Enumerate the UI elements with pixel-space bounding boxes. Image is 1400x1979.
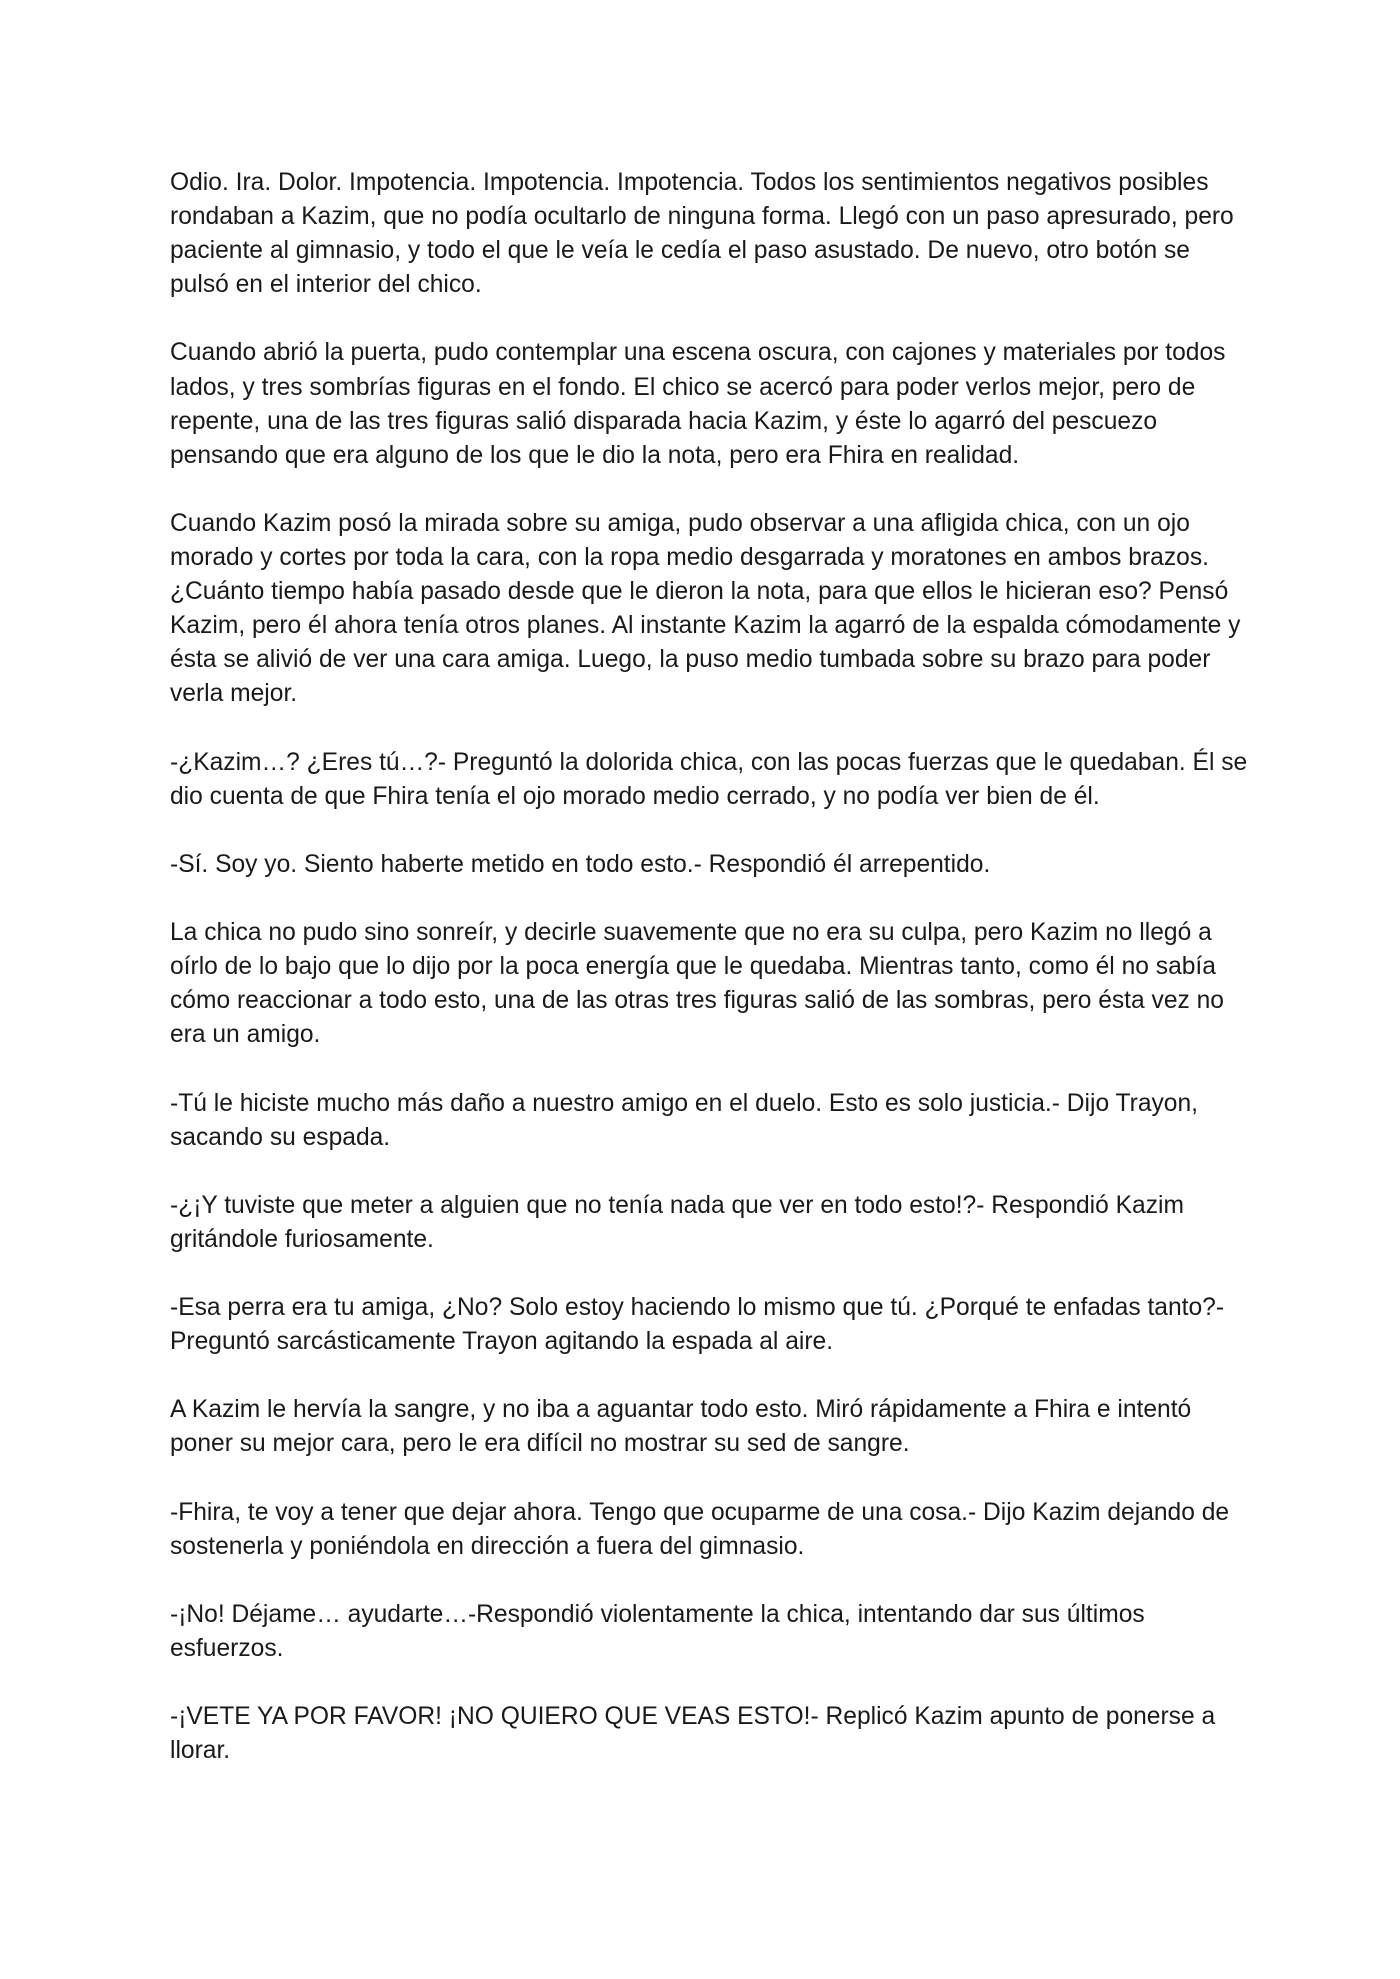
paragraph-7: -Tú le hiciste mucho más daño a nuestro amigo en el duelo. Esto es solo justicia.- Dijo Trayon, sacando su espada. (170, 1089, 1198, 1151)
paragraph-1: Odio. Ira. Dolor. Impotencia. Impotencia. Impotencia. Todos los sentimientos negativos posibles rondaban a Kazim, que no podía ocultarlo de ninguna forma. Llegó con un paso apresurado, pero paciente al gimnasio, y todo el que le veía le cedía el paso asustado. De nuevo, otro botón se pulsó en el interior del chico. (170, 169, 1234, 299)
paragraph-4: -¿Kazim…? ¿Eres tú…?- Preguntó la dolorida chica, con las pocas fuerzas que le quedaban. Él se dio cuenta de que Fhira tenía el ojo morado medio cerrado, y no podía ver bien de él. (170, 748, 1248, 810)
document-page (170, 166, 1250, 1803)
paragraph-9: -Esa perra era tu amiga, ¿No? Solo estoy haciendo lo mismo que tú. ¿Porqué te enfadas tanto?- Preguntó sarcásticamente Trayon agitando la espada al aire. (170, 1294, 1225, 1356)
paragraph-10: A Kazim le hervía la sangre, y no iba a aguantar todo esto. Miró rápidamente a Fhira e intentó poner su mejor cara, pero le era difícil no mostrar su sed de sangre. (170, 1396, 1192, 1458)
paragraph-11: -Fhira, te voy a tener que dejar ahora. Tengo que ocuparme de una cosa.- Dijo Kazim dejando de sostenerla y poniéndola en dirección a fuera del gimnasio. (170, 1498, 1230, 1560)
paragraph-13: -¡VETE YA POR FAVOR! ¡NO QUIERO QUE VEAS ESTO!- Replicó Kazim apunto de ponerse a llorar. (170, 1703, 1216, 1765)
paragraph-6: La chica no pudo sino sonreír, y decirle suavemente que no era su culpa, pero Kazim no llegó a oírlo de lo bajo que lo dijo por la poca energía que le quedaba. Mientras tanto, como él no sabía cómo reaccionar a todo esto, una de las otras tres figuras salió de las sombras, pero ésta vez no era un amigo. (170, 919, 1224, 1049)
paragraph-3: Cuando Kazim posó la mirada sobre su amiga, pudo observar a una afligida chica, con un ojo morado y cortes por toda la cara, con la ropa medio desgarrada y moratones en ambos brazos. ¿Cuánto tiempo había pasado desde que le dieron la nota, para que ellos le hicieran eso? Pensó Kazim, pero él ahora tenía otros planes. Al instante Kazim la agarró de la espalda cómodamente y ésta se alivió de ver una cara amiga. Luego, la puso medio tumbada sobre su brazo para poder verla mejor. (170, 509, 1241, 708)
paragraph-2: Cuando abrió la puerta, pudo contemplar una escena oscura, con cajones y materiales por todos lados, y tres sombrías figuras en el fondo. El chico se acercó para poder verlos mejor, pero de repente, una de las tres figuras salió disparada hacia Kazim, y éste lo agarró del pescuezo pensando que era alguno de los que le dio la nota, pero era Fhira en realidad. (170, 339, 1226, 469)
paragraph-12: -¡No! Déjame… ayudarte…-Respondió violentamente la chica, intentando dar sus últimos esfuerzos. (170, 1600, 1145, 1663)
paragraph-5: -Sí. Soy yo. Siento haberte metido en todo esto.- Respondió él arrepentido. (170, 850, 991, 878)
paragraph-8: -¿¡Y tuviste que meter a alguien que no tenía nada que ver en todo esto!?- Respondió Kazim gritándole furiosamente. (170, 1191, 1184, 1253)
